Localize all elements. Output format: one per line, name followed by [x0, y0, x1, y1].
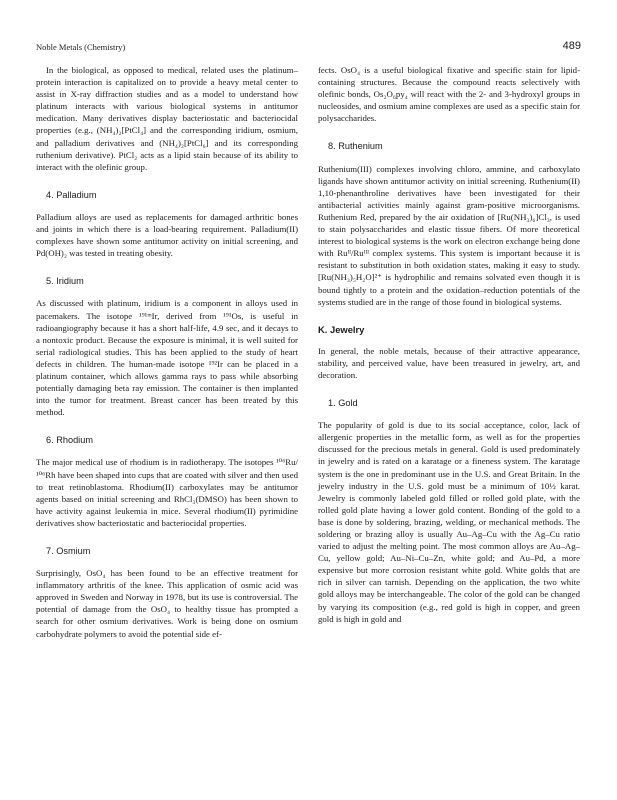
rhodium-paragraph: The major medical use of rhodium is in radiotherapy. The isotopes ¹⁰⁶Ru/¹⁰⁶Rh have been shaped into cups that are coated with silver and then used to treat retinoblastoma. Rhodium(II) carboxylates may be antitumor agents based on initial screening and RhCl₃(DMSO) has been shown to have activity against leukemia in mice. Several rhodium(II) pyrimidine derivatives show bacteriostatic and bacteriocidal properties. [36, 457, 298, 528]
running-title: Noble Metals (Chemistry) [36, 42, 126, 52]
ruthenium-heading: 8. Ruthenium [328, 141, 383, 152]
right-column [318, 64, 580, 625]
rhodium-heading: 6. Rhodium [46, 435, 93, 446]
gold-paragraph: The popularity of gold is due to its social acceptance, color, lack of allergenic properties in the metallic form, as well as for the properties discussed for the precious metals in general. Gold is used predominately in jewelry and is rated on a karatage or a fineness system. The karatage system is the one in predominant use in the U.S. and Great Britain. In the jewelry industry in the U.S. gold must be a minimum of 10½ karat. Jewelry is commonly labeled gold filled or rolled gold plate, with the rolled gold plate having a lower gold content. Bonding of the gold to a base is done by soldering, brazing, welding, or mechanical methods. The soldering or brazing alloy is usually Au–Ag–Cu with the Ag–Cu ratio varied to adjust the melting point. The most common alloys are Au–Ag–Cu, yellow gold; Au–Ni–Cu–Zn, white gold; and Au–Pd, a more expensive but more corrosion resistant white gold. White golds that are rich in silver can tarnish. Depending on the application, the two white gold alloys may be interchangeable. The color of the gold can be changed by varying its composition (e.g., red gold is high in copper, and green gold is high in gold and [318, 420, 580, 624]
jewelry-heading: K. Jewelry [318, 323, 365, 335]
iridium-paragraph: As discussed with platinum, iridium is a component in alloys used in pacemakers. The isotope ¹⁹¹ᵐIr, derived from ¹⁹¹Os, is useful in radioangiography because it has a short half-life, 4.9 sec, and it decays to a nontoxic product. Because the exposure is minimal, it is well suited for serial radiological studies. This has been applied to the study of heart defects in children. The human-made isotope ¹⁹²Ir can be placed in a platinum container, which allows gamma rays to pass while absorbing potentially damaging beta ray emission. The container is then implanted into the tumor for treatment. Breast cancer has been treated by this method. [36, 298, 298, 418]
palladium-heading: 4. Palladium [46, 189, 97, 200]
jewelry-paragraph: In general, the noble metals, because of their attractive appearance, stability, and perceived value, have been treasured in jewelry, art, and decoration. [318, 345, 580, 380]
osmium-paragraph: Surprisingly, OsO₄ has been found to be an effective treatment for inflammatory arthritis of the knee. This application of osmic acid was approved in Sweden and Norway in 1978, but its use is controversial. The potential of damage from the OsO₄ to healthy tissue has prompted a search for other osmium derivatives. Work is being done on osmium carbohydrate polymers to avoid the potential side ef- [36, 568, 298, 639]
page-number: 489 [562, 40, 581, 52]
osmium-heading: 7. Osmium [46, 546, 91, 556]
osmium-continued-paragraph: fects. OsO₄ is a useful biological fixative and specific stain for lipid-containing structures. Because the compound reacts selectively with olefinic bonds, Os₂O₆py₄ will react with the 2- and 3-hydroxyl groups in nucleosides, and osmium amine complexes are used as a specific stain for polysaccharides. [318, 65, 580, 124]
ruthenium-paragraph: Ruthenium(III) complexes involving chloro, ammine, and carboxylato ligands have shown antitumor activity on initial screening. Ruthenium(II) 1,10-phenanthroline derivatives have been investigated for their antibacterial activities mainly against gram-positive microorganisms. Ruthenium Red, prepared by the air oxidation of [Ru(NH₃)₆]Cl₃, is used to stain polysaccharides and elastic tissue fibers. Of more theoretical interest to biological systems is the work on electron exchange being done with Ruᴵᴵ/Ruᴵᴵᴵ complex systems. This system is important because it is resistant to substitution in both oxidation states, making it easy to study. [Ru(NH₃)₅H₂O]²⁺ is hydrophilic and remains solvated even though it is bound tightly to a protein and the oxidation–reduction potentials of the systems studied are in the range of those found in biological systems. [318, 163, 580, 307]
palladium-paragraph: Palladium alloys are used as replacements for damaged arthritic bones and joints in which there is a load-bearing requirement. Palladium(II) complexes have shown some antitumor activity on initial screening, and Pd(OH)₂ was tested in treating obesity. [36, 211, 298, 259]
running-head [36, 42, 581, 56]
left-column [36, 64, 298, 640]
gold-heading: 1. Gold [328, 398, 358, 409]
platinum-biological-paragraph: In the biological, as opposed to medical, related uses the platinum–protein interaction is capitalized on to provide a heavy metal center to assist in X-ray diffraction studies and as a model to understand how platinum interacts with various biological systems in antitumor medication. Many derivatives display bacteriostatic and bacteriocidal properties (e.g., (NH₄)₂[PtCl₄] and the corresponding iridium, osmium, and palladium derivatives and (NH₄)₂[PtCl₆] and its corresponding ruthenium derivative). PtCl₂ acts as a lipid stain because of its ability to interact with the olefinic group. [36, 65, 298, 172]
iridium-heading: 5. Iridium [46, 276, 84, 287]
